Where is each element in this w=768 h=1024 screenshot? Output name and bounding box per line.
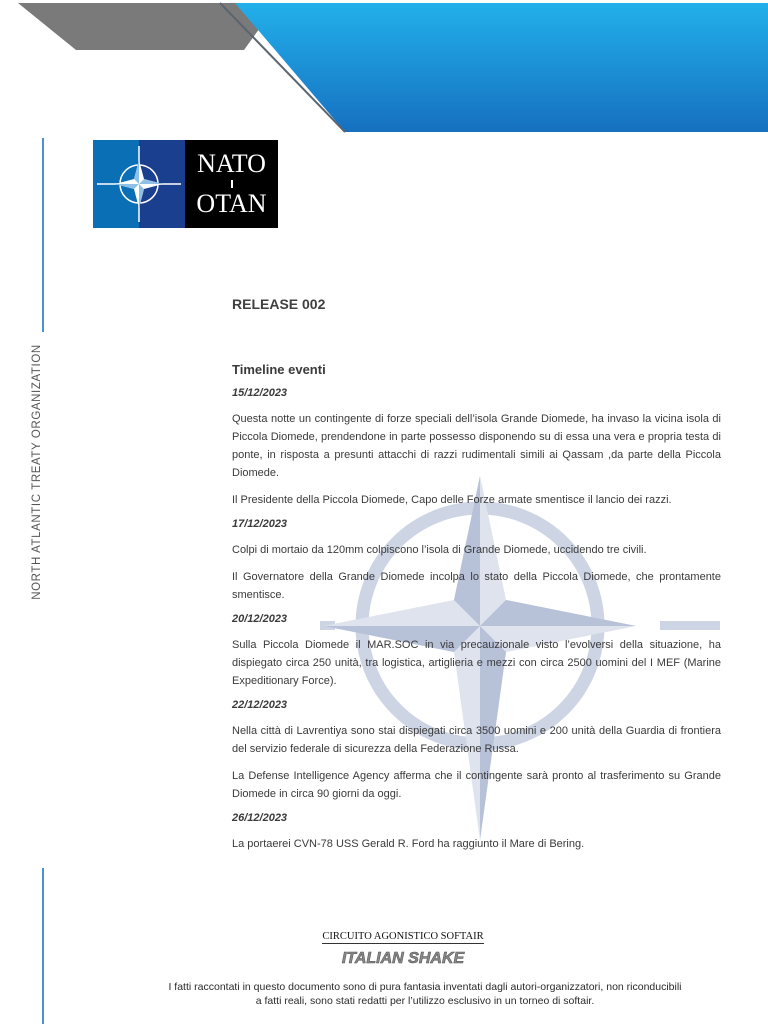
entry-date: 22/12/2023 xyxy=(232,699,288,711)
logo-otan-text: OTAN xyxy=(196,189,267,218)
document-body xyxy=(232,296,721,862)
entry-date: 15/12/2023 xyxy=(232,387,288,399)
compass-star-icon xyxy=(93,140,185,228)
svg-text:ITALIAN SHAKE: ITALIAN SHAKE xyxy=(341,950,465,967)
side-accent-line-top xyxy=(42,138,44,332)
organization-vertical-label: NORTH ATLANTIC TREATY ORGANIZATION xyxy=(31,344,43,600)
entry-paragraph: Il Presidente della Piccola Diomede, Capo delle Forze armate smentisce il lancio dei razzi. xyxy=(232,494,672,506)
disclaimer-line: I fatti raccontati in questo documento sono di pura fantasia inventati dagli autori-organizzatori, non riconducibili xyxy=(168,981,682,993)
entry-paragraph: Il Governatore della Grande Diomede incolpa lo stato della Piccola Diomede, che prontamente smentisce. xyxy=(232,571,721,601)
release-title: RELEASE 002 xyxy=(232,296,326,312)
timeline-heading: Timeline eventi xyxy=(232,362,326,377)
header-banner xyxy=(0,0,768,140)
entry-paragraph: La portaerei CVN-78 USS Gerald R. Ford ha raggiunto il Mare di Bering. xyxy=(232,838,585,850)
entry-date: 17/12/2023 xyxy=(232,518,288,530)
entry-paragraph: Questa notte un contingente di forze speciali dell’isola Grande Diomede, ha invaso la vicina isola di Piccola Diomede, prendendone in parte possesso disponendo su di essa una vera e propria testa di ponte, in risposta a presunti attacchi di razzi rudimentali simili ai Qassam ,da parte della Piccola Diomede. xyxy=(232,413,721,479)
nato-logo xyxy=(93,140,278,228)
disclaimer-line: a fatti reali, sono stati redatti per l’utilizzo esclusivo in un torneo di softair. xyxy=(255,995,595,1007)
entry-paragraph: Colpi di mortaio da 120mm colpiscono l’isola di Grande Diomede, uccidendo tre civili. xyxy=(232,544,647,556)
entry-date: 20/12/2023 xyxy=(232,613,288,625)
entry-paragraph: Nella città di Lavrentiya sono stai dispiegati circa 3500 uomini e 200 unità della Guardia di frontiera del servizio federale di sicurezza della Federazione Russa. xyxy=(232,725,721,755)
logo-nato-text: NATO xyxy=(197,149,266,178)
entry-paragraph: La Defense Intelligence Agency afferma che il contingente sarà pronto al trasferimento su Grande Diomede in circa 90 giorni da oggi. xyxy=(232,770,721,800)
entry-date: 26/12/2023 xyxy=(232,812,288,824)
softair-brand xyxy=(318,926,488,967)
brand-circuit-name: CIRCUITO AGONISTICO SOFTAIR xyxy=(322,931,484,942)
logo-separator xyxy=(231,180,233,188)
entry-paragraph: Sulla Piccola Diomede il MAR.SOC in via precauzionale visto l’evolversi della situazione, ha dispiegato circa 250 unità, tra logistica, artiglieria e mezzi con circa 2500 uomini del I MEF (Marine Expeditionary Force). xyxy=(232,639,721,687)
italian-shake-logo xyxy=(339,947,467,967)
nato-otan-wordmark xyxy=(185,140,278,228)
side-accent-line-bottom xyxy=(42,868,44,1024)
disclaimer-text xyxy=(120,980,730,1008)
